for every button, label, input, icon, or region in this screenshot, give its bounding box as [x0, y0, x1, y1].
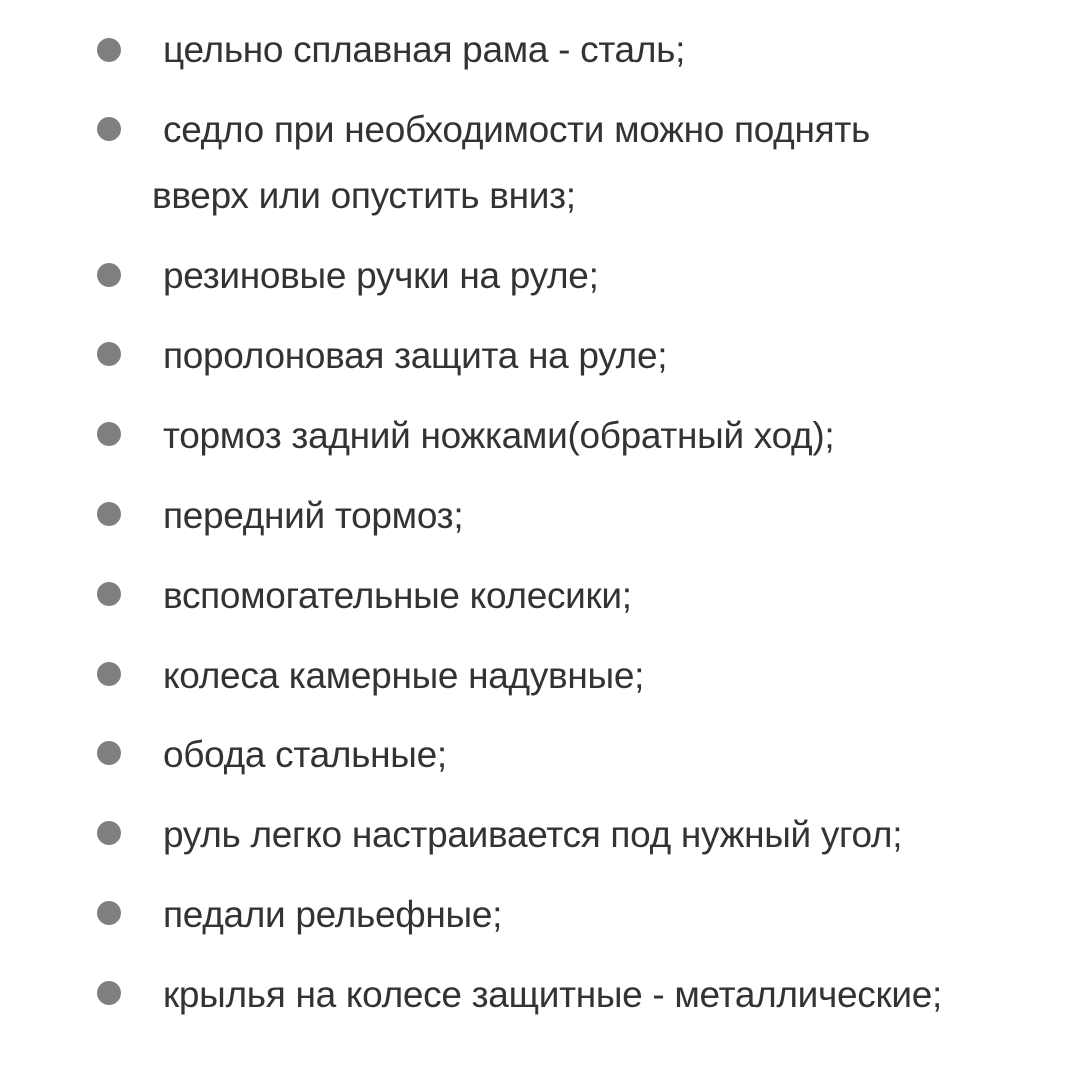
bullet-icon: [97, 342, 121, 366]
bullet-icon: [97, 981, 121, 1005]
list-item-text: руль легко настраивается под нужный угол;: [163, 814, 903, 855]
bullet-icon: [97, 38, 121, 62]
bullet-icon: [97, 582, 121, 606]
list-item-text: вспомогательные колесики;: [163, 575, 632, 616]
bullet-icon: [97, 741, 121, 765]
bullet-icon: [97, 901, 121, 925]
bullet-icon: [97, 502, 121, 526]
list-item-text: крылья на колесе защитные - металлические;: [163, 974, 943, 1015]
list-item-text: тормоз задний ножками(обратный ход);: [163, 415, 835, 456]
list-item-text: обода стальные;: [163, 734, 447, 775]
bullet-icon: [97, 422, 121, 446]
list-item-text: резиновые ручки на руле;: [163, 255, 599, 296]
list-item-text: цельно сплавная рама - сталь;: [163, 29, 686, 70]
list-item-text: седло при необходимости можно поднять: [163, 109, 870, 150]
list-item-text: передний тормоз;: [163, 495, 464, 536]
list-item-text: педали рельефные;: [163, 894, 503, 935]
list-item-continuation: вверх или опустить вниз;: [152, 175, 576, 216]
list-item-text: колеса камерные надувные;: [163, 655, 645, 696]
bullet-icon: [97, 662, 121, 686]
bullet-icon: [97, 117, 121, 141]
bullet-icon: [97, 821, 121, 845]
list-item-text: поролоновая защита на руле;: [163, 335, 668, 376]
bullet-icon: [97, 263, 121, 287]
